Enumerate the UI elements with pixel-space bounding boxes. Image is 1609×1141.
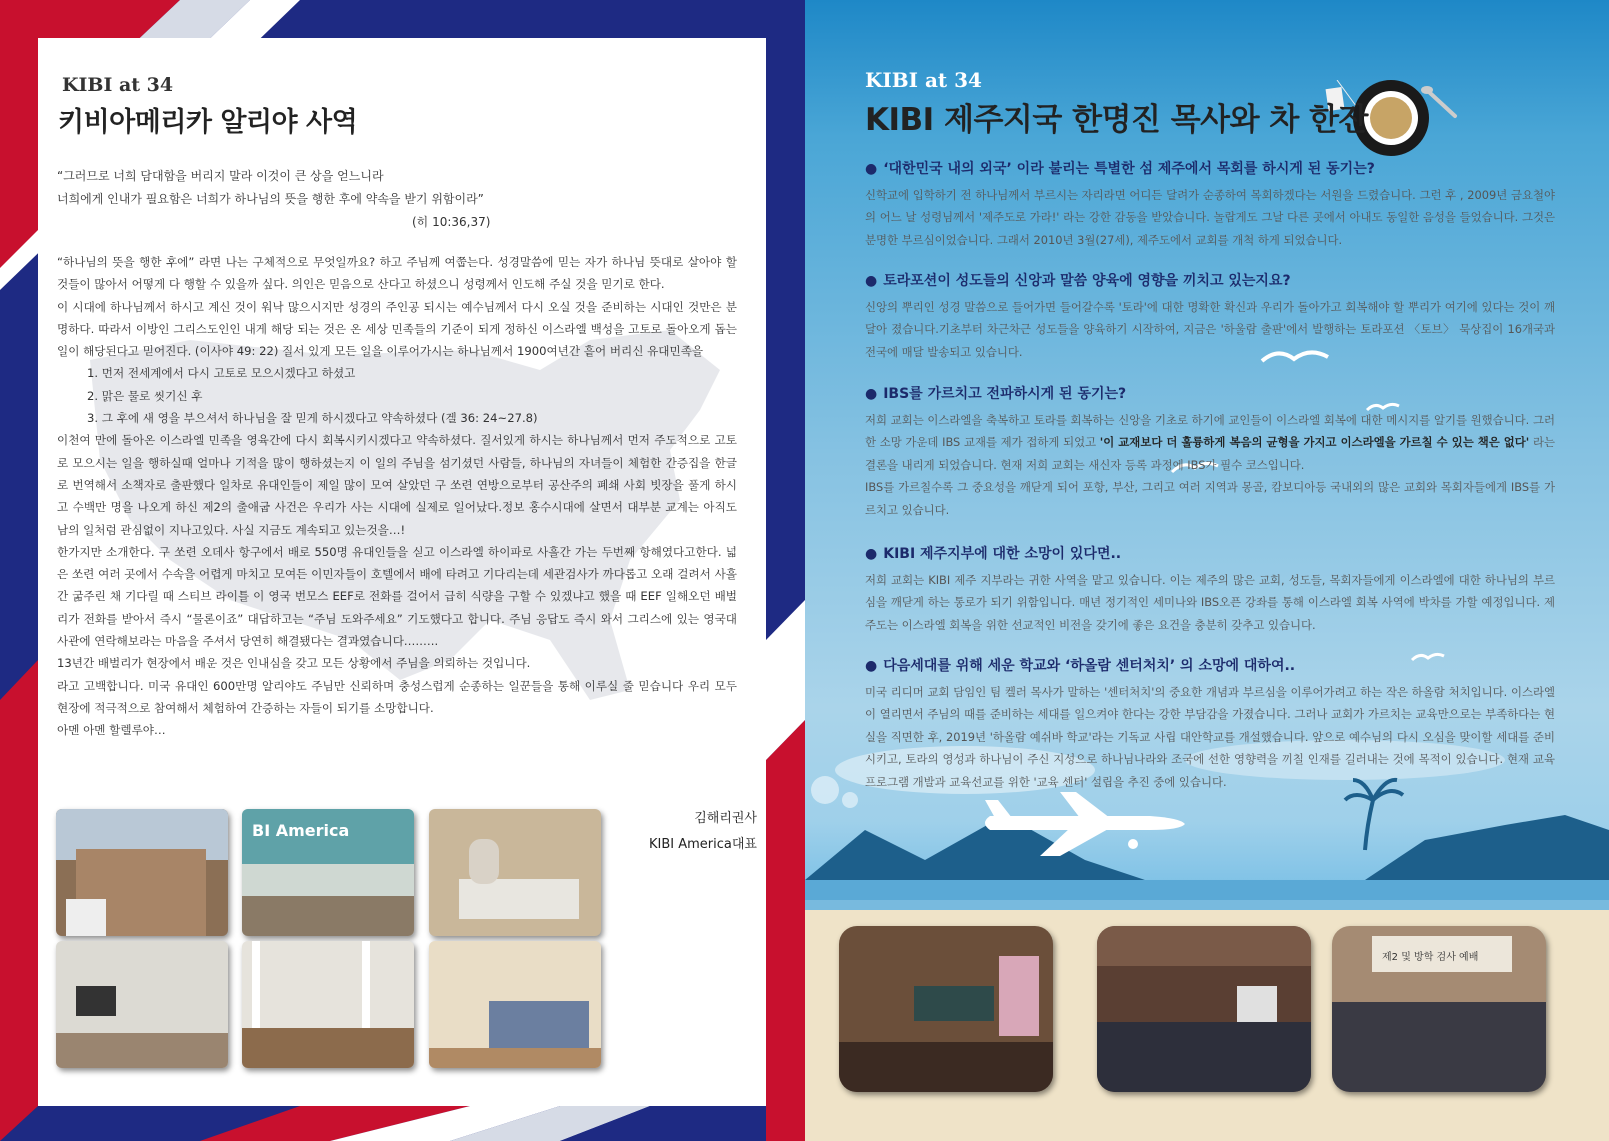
question-heading [865,543,1555,563]
quote-line: “그러므로 너희 담대함을 버리지 말라 이것이 큰 상을 얻느니라 [57,169,384,183]
question-heading [865,383,1555,403]
question-heading [865,158,1555,178]
quote-line: 너희에게 인내가 필요함은 너희가 하나님의 뜻을 행한 후에 약속을 받기 위함이라” [57,192,484,206]
list-item: 3. 그 후에 새 영을 부으셔서 하나님을 잘 믿게 하시겠다고 약속하셨다 (겔 36: 24~27.8) [87,411,538,426]
interview-section [865,383,1555,521]
article-title: KIBI 제주지국 한명진 목사와 차 한잔 [865,102,1368,138]
paragraph: 아멘 아멘 할렐루야… [57,723,166,738]
photo-office-kitchen [242,809,414,936]
list-item: 2. 맑은 물로 씻기신 후 [87,388,203,403]
answer-text: IBS를 가르칠수록 그 중요성을 깨닫게 되어 포항, 부산, 그리고 여러 지역과 몽골, 캄보디아등 국내외의 많은 교회와 목회자들에게 IBS를 가르치고 있습니다. [865,480,1555,517]
photo-worship-class [839,926,1053,1092]
bullet-icon: ● [865,273,878,289]
bullet-icon: ● [865,658,878,674]
answer-text: 미국 리디머 교회 담임인 팀 켈러 목사가 말하는 '센터처치'의 중요한 개념과 부르심을 이루어가려고 하는 작은 하올람 처치입니다. 이스라엘이 열리면서 주님의 때를 준비하는 세대를 일으켜야 한다는 강한 부담감을 가졌습니다. 그러나 교회가 가르치는 교육만으로는 부족하다는 현실을 직면한 후, 2019년 '하올람 예쉬바 학교'라는 기독교 사립 대안학교를 개설했습니다. 앞으로 예수님의 다시 오심을 맞이할 세대를 준비시키고, 토라의 영성과 하나님이 주신 지성으로 하나님나라와 조국에 선한 영향력을 끼칠 인재를 길러내는 것에 목적이 있습니다. 현재 교육 프로그램 개발과 교육선교를 위한 '교육 센터' 설립을 추진 중에 있습니다. [865,685,1555,789]
question-heading [865,270,1555,290]
photo-house-exterior [56,809,228,936]
scripture-quote [57,165,737,229]
author-signature [649,806,757,858]
answer-text: 저희 교회는 KIBI 제주 지부라는 귀한 사역을 맡고 있습니다. 이는 제주의 많은 교회, 성도들, 목회자들에게 이스라엘에 대한 하나님의 부르심을 깨닫게 하는 통로가 되기 위함입니다. 매년 정기적인 세미나와 IBS오픈 강좌를 통해 이스라엘 회복 사역에 박차를 가할 예정입니다. 제주도는 이스라엘 회복을 위한 선교적인 비전을 갖기에 좋은 요건을 충분히 갖추고 있습니다. [865,573,1555,632]
answer-text [865,409,1555,476]
answer-text-part: 저희 교회는 이스라엘을 축복하고 토라를 회복하는 신앙을 기초로 하기에 교인들이 이스라엘 회복에 대한 메시지를 알기를 원했습니다. 그러한 소망 가운데 IBS 교재를 제가 접하게 되었고 [865,413,1555,450]
interview-section [865,158,1555,251]
bullet-icon: ● [865,546,878,562]
photo-person-desk [429,809,601,936]
paragraph: “하나님의 뜻을 행한 후에” 라면 나는 구체적으로 무엇일까요? 하고 주님께 여쭙는다. 성경말씀에 믿는 자가 하나님 뜻대로 살아야 할 것들이 많아서 어떻게 다 행할 수 있을까 싶다. 의인은 믿음으로 산다고 하셨으니 성령께서 인도해 주실 것을 믿기로 한다. [57,255,737,292]
paragraph: 한가지만 소개한다. 구 쏘련 오데사 항구에서 배로 550명 유대인들을 싣고 이스라엘 하이파로 사흘간 가는 두번째 항해였다고한다. 넓은 쏘련 여러 곳에서 수속을 어렵게 마치고 모여든 이민자들이 호텔에서 배에 타려고 기다리는데 세관검사가 까다롭고 오래 걸려서 사흘간 굶주린 채 기다릴 때 스티브 라이틀 이 영국 번모스 EEF로 전화를 걸어서 급히 식량을 구할 수 있겠냐고 했을 때 EEF 일해오던 배벌 리가 전화를 받아서 즉시 “물론이죠” 대답하고는 “주님 도와주세요” 기도했다고 합니다. 주님 응답도 즉시 와서 그리스에 있는 영국대사관에 연락해보라는 마음을 주셔서 당연히 해결됐다는 결과였습니다.…….. [57,544,737,649]
office-sign-text: BI America [252,821,350,840]
kibi-tag: KIBI at 34 [865,68,982,92]
interview-section [865,270,1555,363]
paragraph: 13년간 배벌리가 현장에서 배운 것은 인내심을 갖고 모든 상황에서 주님을 의뢰하는 것입니다. [57,656,531,671]
answer-text-part: 라는 결론을 내리게 되었습니다. 현재 저희 교회는 새신자 등록 과정에 IBS가 필수 코스입니다. [865,435,1555,472]
answer-highlight: '이 교재보다 더 훌륭하게 복음의 균형을 가지고 이스라엘을 가르칠 수 있는 책은 없다' [1099,435,1530,450]
photo-bedroom [429,941,601,1068]
question-heading [865,655,1555,675]
kibi-tag: KIBI at 34 [62,74,174,96]
list-item: 1. 먼저 전세계에서 다시 고토로 모으시겠다고 하셨고 [87,366,356,381]
airplane-icon [980,788,1200,858]
answer-text: 신학교에 입학하기 전 하나님께서 부르시는 자리라면 어디든 달려가 순종하여 목회하겠다는 서원을 드렸습니다. 그런 후 , 2009년 금요철야의 어느 날 성령님께서 '제주도로 가라!' 라는 강한 감동을 받았습니다. 놀랍게도 그날 다른 곳에서 아내도 동일한 음성을 들었습니다. 그것은 분명한 부르심이었습니다. 그래서 2010년 3월(27세), 제주도에서 교회를 개척 하게 되었습니다. [865,188,1555,247]
photo-school-group [1332,926,1546,1092]
bullet-icon: ● [865,161,878,177]
banner-text: 제2 및 방학 검사 예배 [1382,952,1479,963]
article-title: 키비아메리카 알리야 사역 [58,107,358,138]
author-role: KIBI America대표 [649,837,757,852]
photo-congregation-praise [1097,926,1311,1092]
paragraph: 라고 고백합니다. 미국 유대인 600만명 알리야도 주님만 신뢰하며 충성스럽게 순종하는 일꾼들을 통해 이루실 줄 믿습니다 우리 모두 현장에 적극적으로 참여해서 체험하여 간증하는 자들이 되기를 소망합니다. [57,678,737,715]
photo-office-room [56,941,228,1068]
quote-reference: (히 10:36,37) [412,215,491,229]
photo-stairs [242,941,414,1068]
interview-section [865,543,1555,636]
paragraph: 이천여 만에 돌아온 이스라엘 민족을 영육간에 다시 회복시키시겠다고 약속하셨다. 질서있게 하시는 하나님께서 먼저 주도적으로 고토로 모으시는 일을 행하실때 얼마나 기적을 많이 행하셨는지 이 일의 주님을 섬기셨던 사람들, 하나님의 자녀들이 체험한 간증집을 한글로 번역해서 소책자로 출판했다 일차로 유대인들이 제일 많이 모여 살았던 구 쏘련 연방으로부터 공산주의 폐쇄 사회 빗장을 풀게 하시고 수백만 명을 나오게 하신 제2의 출애굽 사건은 우리가 사는 시대에 실제로 일어났다.정보 홍수시대에 살면서 대부분 교계는 아직도 남의 일처럼 관심없이 지나고있다. 사실 지금도 계속되고 있는것을…! [57,433,737,537]
question-text: IBS를 가르치고 전파하시게 된 동기는? [883,386,1127,402]
author-name: 김해리권사 [694,811,757,826]
question-text: 토라포션이 성도들의 신앙과 말씀 양육에 영향을 끼치고 있는지요? [883,273,1291,289]
bullet-icon: ● [865,386,878,402]
question-text: KIBI 제주지부에 대한 소망이 있다면.. [883,546,1122,562]
answer-text: 신앙의 뿌리인 성경 말씀으로 들어가면 들어갈수록 '토라'에 대한 명확한 확신과 우리가 돌아가고 회복해야 할 뿌리가 여기에 있다는 것이 깨달아 졌습니다.기초부터 차근차근 성도들을 양육하기 시작하여, 지금은 '하울람 출판'에서 발행하는 토라포션 〈토브〉 묵상집이 16개국과 전국에 매달 발송되고 있습니다. [865,300,1555,359]
interview-section [865,655,1555,793]
article-body [57,251,737,742]
right-page [805,0,1609,1141]
question-text: 다음세대를 위해 세운 학교와 ‘하올람 센터처치’ 의 소망에 대하여.. [883,658,1296,674]
question-text: ‘대한민국 내의 외국’ 이라 불리는 특별한 섬 제주에서 목회를 하시게 된 동기는? [883,161,1375,177]
paragraph: 이 시대에 하나님께서 하시고 계신 것이 워낙 많으시지만 성경의 주인공 되시는 예수님께서 다시 오실 것을 준비하는 시대인 것만은 분명하다. 따라서 이방인 그리스도인인 내게 해당 되는 것은 온 세상 민족들의 기준이 되게 정하신 이스라엘 백성을 고토로 돌아오게 돕는 일이 해당된다고 믿어진다. (이사야 49: 22) 질서 있게 모든 일을 이루어가시는 하나님께서 1900여년간 흩어 버리신 유대민족을 [57,299,737,359]
